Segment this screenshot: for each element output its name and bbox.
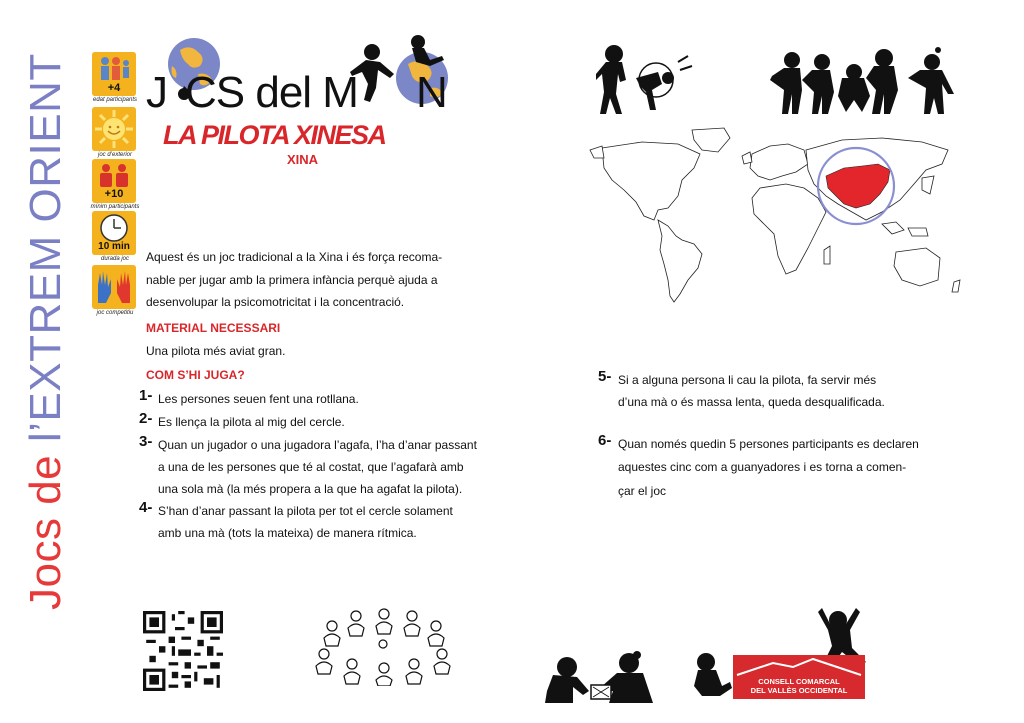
country-label: XINA <box>287 152 319 167</box>
intro-line: nable per jugar amb la primera infància perquè ajuda a <box>146 272 438 287</box>
clock-caption: durada joc <box>100 256 130 262</box>
mountain-icon <box>733 655 865 677</box>
step-line: aquestes cinc com a guanyadores i es torna a comen- <box>618 460 907 474</box>
children-group-illustration <box>762 44 962 116</box>
world-map <box>582 124 964 310</box>
side-title-part2: l’EXTREM ORIENT <box>21 53 70 443</box>
group-caption: mínim participants <box>90 204 140 210</box>
logo-right: N <box>415 68 447 117</box>
age-value: +4 <box>107 82 121 94</box>
sun-icon <box>92 107 136 151</box>
logo-line2: DEL VALLÈS OCCIDENTAL <box>750 686 848 695</box>
step-line: Quan només quedin 5 persones participants es declaren <box>618 437 919 451</box>
intro-line: desenvolupar la psicomotricitat i la concentració. <box>146 295 405 309</box>
step-line: a una de les persones que té al costat, que l’agafarà amb <box>158 460 464 474</box>
clock-value: 10 min <box>98 241 130 252</box>
step-line: çar el joc <box>618 484 667 498</box>
consell-comarcal-logo <box>733 655 865 699</box>
step-line: Les persones seuen fent una rotllana. <box>158 392 359 406</box>
children-boardgame-illustration <box>543 651 655 707</box>
step-line: Es llença la pilota al mig del cercle. <box>158 415 345 429</box>
age-caption: edat participants <box>92 97 138 103</box>
logo-line1: CONSELL COMARCAL <box>758 677 840 686</box>
age-icon <box>92 52 136 96</box>
step-line: una sola mà (la més propera a la que ha agafat la pilota). <box>158 482 463 496</box>
step-line: Si a alguna persona li cau la pilota, fa servir més <box>618 373 877 387</box>
step-line: S’han d’anar passant la pilota per tot el cercle solament <box>158 504 453 518</box>
hands-caption: joc competitiu <box>96 310 134 316</box>
group-icon <box>92 159 136 203</box>
game-title: LA PILOTA XINESA <box>163 120 386 150</box>
child-with-ball-illustration <box>596 44 696 116</box>
logo-mid: CS del M <box>185 68 358 117</box>
step-number: 4- <box>139 499 153 516</box>
material-heading: MATERIAL NECESSARI <box>146 321 281 335</box>
hands-icon <box>92 265 136 309</box>
how-heading: COM S’HI JUGA? <box>146 368 245 382</box>
logo-left: J <box>146 68 167 117</box>
intro-text <box>146 246 476 314</box>
side-title <box>14 53 78 610</box>
step-number: 6- <box>598 432 612 449</box>
intro-line: Aquest és un joc tradicional a la Xina i és força recoma- <box>146 250 443 264</box>
clock-icon <box>92 211 136 255</box>
material-text: Una pilota més aviat gran. <box>146 344 286 358</box>
step-line: Quan un jugador o una jugadora l’agafa, l’ha d’anar passant <box>158 438 477 452</box>
side-title-part1: Jocs de <box>21 442 70 610</box>
sun-caption: joc d’exterior <box>97 152 132 158</box>
logo-text <box>146 68 447 118</box>
logo-caption <box>733 677 865 695</box>
children-circle-illustration <box>312 608 454 686</box>
group-value: +10 <box>104 188 124 200</box>
step-number: 5- <box>598 368 612 385</box>
step-line: amb una mà (tots la mateixa) de manera rítmica. <box>158 526 417 540</box>
step-line: d’una mà o és massa lenta, queda desqualificada. <box>618 395 885 409</box>
step-number: 1- <box>139 387 153 404</box>
step-number: 2- <box>139 410 153 427</box>
step-number: 3- <box>139 433 153 450</box>
qr-code[interactable] <box>143 611 223 691</box>
